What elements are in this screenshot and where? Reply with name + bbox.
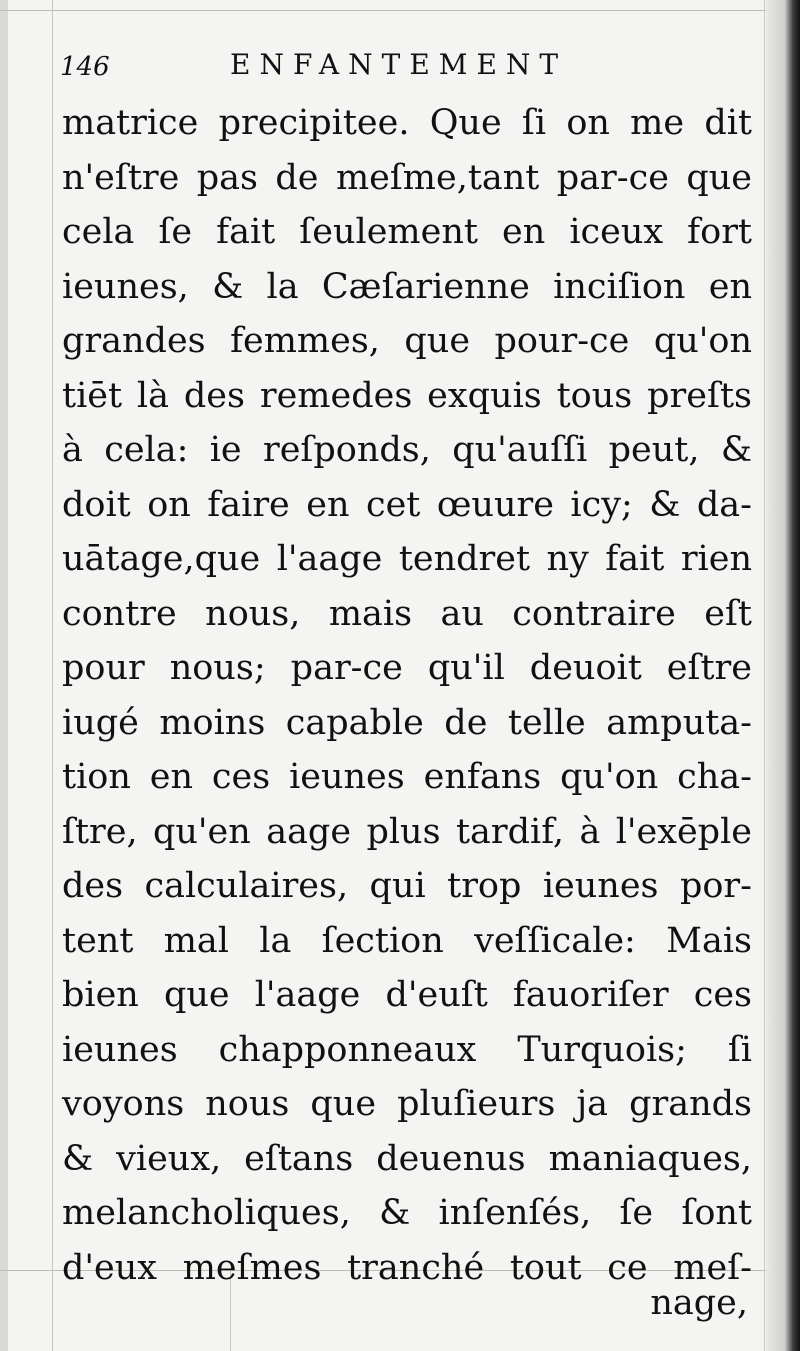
text-line: ieunes chapponneaux Turquois; ſi (62, 1029, 752, 1070)
text-line: voyons nous que pluſieurs ja grands (62, 1084, 752, 1124)
text-line: doit on faire en cet œuure icy; & da- (62, 484, 752, 525)
text-line: n'eſtre pas de meſme,tant par-ce que (62, 157, 752, 198)
text-line: des calculaires, qui trop ieunes por- (62, 866, 752, 906)
page-header (60, 46, 750, 90)
margin-rule-left (52, 0, 53, 1351)
text-line: melancholiques, & inſenſés, ſe ſont (62, 1193, 752, 1233)
text-line: iugé moins capable de telle amputa- (62, 702, 752, 743)
text-line: pour nous; par-ce qu'il deuoit eſtre (62, 648, 752, 688)
text-line: tiēt là des remedes exquis tous preſts (62, 375, 752, 416)
text-line: tent mal la ſection veſſicale: Mais (62, 920, 752, 961)
text-line: ſtre, qu'en aage plus tardif, à l'exēple (62, 811, 752, 852)
catchword: nage, (650, 1283, 748, 1323)
text-line: d'eux meſmes tranché tout ce meſ- (62, 1247, 752, 1288)
text-line: tion en ces ieunes enfans qu'on cha- (62, 757, 752, 797)
margin-rule-right (764, 0, 765, 1351)
text-line: & vieux, eſtans deuenus maniaques, (62, 1138, 752, 1179)
text-line: contre nous, mais au contraire eſt (62, 593, 752, 634)
margin-rule-top (0, 10, 766, 11)
text-line: cela ſe fait ſeulement en iceux fort (62, 212, 752, 252)
text-line: ieunes, & la Cæſarienne inciſion en (62, 266, 752, 307)
running-title: ENFANTEMENT (230, 48, 568, 81)
text-line: bien que l'aage d'euſt fauoriſer ces (62, 975, 752, 1015)
scan-right-edge (766, 0, 800, 1351)
text-line: matrice precipitee. Que ſi on me dit (62, 103, 752, 143)
text-line: uātage,que l'aage tendret ny fait rien (62, 539, 752, 579)
text-line: à cela: ie reſponds, qu'auſſi peut, & (62, 430, 752, 470)
page-number: 146 (60, 52, 110, 82)
body-text (62, 96, 752, 1295)
text-line: grandes femmes, que pour-ce qu'on (62, 321, 752, 361)
scan-left-edge (0, 0, 8, 1351)
